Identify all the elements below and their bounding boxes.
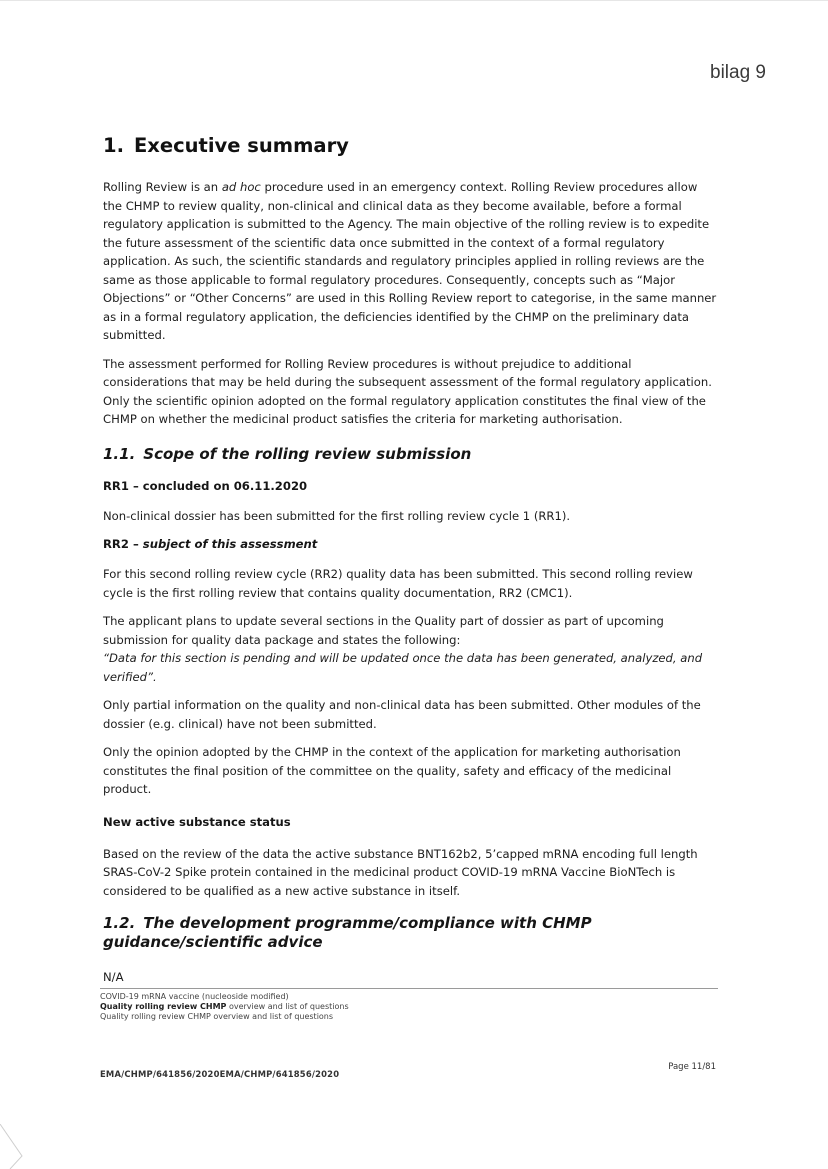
document-reference: EMA/CHMP/641856/2020EMA/CHMP/641856/2020	[100, 1069, 340, 1079]
subsection-heading-development	[103, 914, 718, 952]
nas-text: Based on the review of the data the active substance BNT162b2, 5’capped mRNA encoding full length SRAS-CoV-2 Spike protein contained in the medicinal product COVID-19 mRNA Vaccine BioNTech is considered to be qualified as a new active substance in itself.	[103, 846, 698, 898]
rr2-paragraph-2: The applicant plans to update several sections in the Quality part of dossier as part of upcoming submission for quality data package and states the following:	[103, 614, 664, 647]
page-corner-fold-icon	[0, 1124, 30, 1169]
rr2-subject: subject of this assessment	[142, 537, 318, 551]
rr1-text: Non-clinical dossier has been submitted for the first rolling review cycle 1 (RR1).	[103, 508, 571, 523]
main-content	[103, 134, 718, 997]
rr2-heading	[103, 535, 718, 553]
rr2-paragraph-4: Only the opinion adopted by the CHMP in the context of the application for marketing authorisation constitutes the final position of the committee on the quality, safety and efficacy of the medicinal product.	[103, 745, 681, 796]
development-text: N/A	[103, 970, 124, 984]
exec-paragraph-2: The assessment performed for Rolling Review procedures is without prejudice to additional considerations that may be held during the subsequent assessment of the formal regulatory application. Only the scientific opinion adopted on the formal regulatory application constitutes the final view of the CHMP on whether the medicinal product satisfies the criteria for marketing authorisation.	[103, 356, 712, 426]
subsection-number: 1.2.	[103, 914, 136, 932]
footer-report-title	[100, 1002, 718, 1012]
footer-product: COVID-19 mRNA vaccine (nucleoside modified)	[100, 992, 289, 1001]
subsection-title: The development programme/compliance with CHMP guidance/scientific advice	[103, 914, 592, 951]
exec-p1-rest: procedure used in an emergency context. Rolling Review procedures allow the CHMP to review quality, non-clinical and clinical data as they become available, before a formal regulatory application is submitted to the Agency. The main objective of the rolling review is to expedite the future assessment of the scientific data once submitted in the context of a formal regulatory application. As such, the scientific standards and regulatory principles applied in rolling reviews are the same as those applicable to formal regulatory procedures. Consequently, concepts such as “Major Objections” or “Other Concerns” are used in this Rolling Review report to categorise, in the same manner as in a formal regulatory application, the deficiencies identified by the CHMP on the preliminary data submitted.	[103, 180, 717, 342]
footer-divider	[100, 988, 718, 989]
subsection-title: Scope of the rolling review submission	[143, 444, 472, 463]
rr1-heading: RR1 – concluded on 06.11.2020	[103, 478, 308, 493]
rr2-paragraph-3: Only partial information on the quality and non-clinical data has been submitted. Other modules of the dossier (e.g. clinical) have not been submitted.	[103, 698, 701, 731]
exec-p1-italic: ad hoc	[221, 180, 261, 194]
footer-bottom-row	[100, 1062, 718, 1081]
rr2-quote: “Data for this section is pending and will be updated once the data has been generated, analyzed, and verified”.	[103, 651, 703, 684]
page-number: Page 11/81	[668, 1062, 716, 1072]
rr2-prefix: RR2 –	[103, 537, 143, 551]
section-heading-executive-summary	[103, 134, 718, 157]
page-footer	[100, 988, 718, 1079]
top-scan-edge	[0, 0, 828, 1]
subsection-number: 1.1.	[103, 444, 136, 463]
section-number: 1.	[103, 134, 124, 157]
footer-report-title-bold: Quality rolling review CHMP	[100, 1002, 227, 1011]
subsection-heading-scope	[103, 445, 718, 464]
annex-stamp: bilag 9	[710, 62, 766, 83]
exec-paragraph-1	[103, 178, 718, 345]
nas-heading: New active substance status	[103, 814, 291, 829]
footer-report-subtitle: Quality rolling review CHMP overview and list of questions	[100, 1012, 334, 1021]
exec-p1-start: Rolling Review is an	[103, 180, 222, 194]
footer-report-title-rest: overview and list of questions	[226, 1002, 349, 1011]
rr2-paragraph-1: For this second rolling review cycle (RR2) quality data has been submitted. This second rolling review cycle is the first rolling review that contains quality documentation, RR2 (CMC1).	[103, 567, 693, 600]
section-title: Executive summary	[133, 134, 349, 157]
